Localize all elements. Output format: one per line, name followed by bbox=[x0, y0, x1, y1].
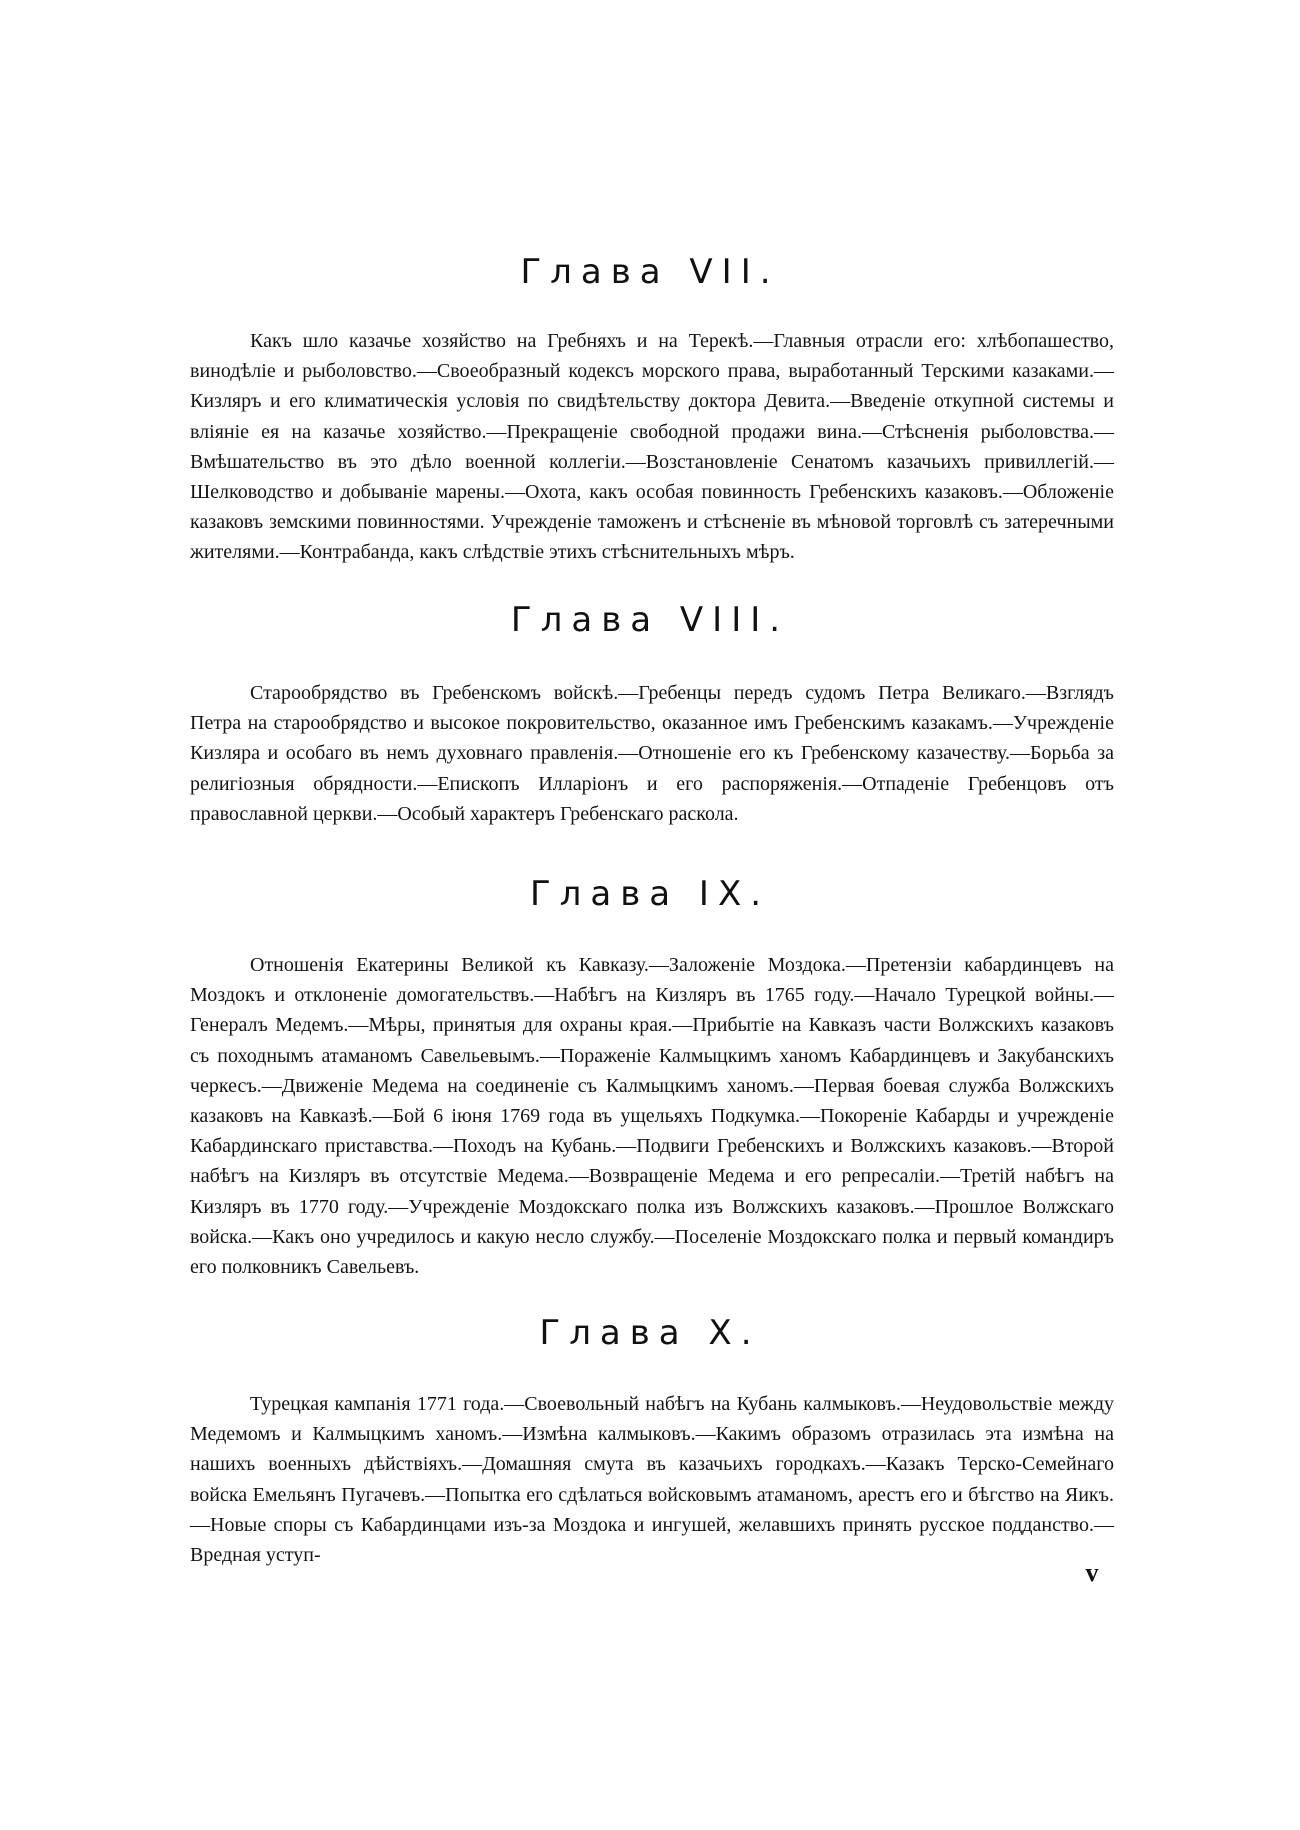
chapter-viii-title: Глава VIII. bbox=[510, 600, 790, 640]
chapter-ix-title: Глава IX. bbox=[529, 874, 771, 914]
chapter-vii-title: Глава VII. bbox=[520, 252, 780, 292]
chapter-x-summary: Турецкая кампанія 1771 года.—Своевольный набѣгъ на Кубань калмыковъ.—Неудовольствіе между Медемомъ и Калмыцкимъ ханомъ.—Измѣна калмыковъ.—Какимъ образомъ отразилась эта измѣна на нашихъ военныхъ дѣйствіяхъ.—Домашняя смута въ казачьихъ городкахъ.—Казакъ Терско-Семейнаго войска Емельянъ Пугачевъ.—Попытка его сдѣлаться войсковымъ атаманомъ, арестъ его и бѣгство на Яикъ.—Новые споры съ Кабардинцами изъ-за Моздока и ингушей, желавшихъ принять русское подданство.—Вредная уступ- bbox=[190, 1393, 1114, 1567]
chapter-x-title: Глава X. bbox=[539, 1313, 761, 1353]
chapter-vii bbox=[0, 252, 1300, 564]
page-signature-mark: v bbox=[1085, 1558, 1099, 1587]
chapter-x bbox=[0, 1313, 1300, 1567]
chapter-ix-summary: Отношенія Екатерины Великой къ Кавказу.—Заложеніе Моздока.—Претензіи кабардинцевъ на Моздокъ и отклоненіе домогательствъ.—Набѣгъ на Кизляръ въ 1765 году.—Начало Турецкой войны.—Генералъ Медемъ.—Мѣры, принятыя для охраны края.—Прибытіе на Кавказъ части Волжскихъ казаковъ съ походнымъ атаманомъ Савельевымъ.—Пораженіе Калмыцкимъ ханомъ Кабардинцевъ и Закубанскихъ черкесъ.—Движеніе Медема на соединеніе съ Калмыцкимъ ханомъ.—Первая боевая служба Волжскихъ казаковъ на Кавказѣ.—Бой 6 іюня 1769 года въ ущельяхъ Подкумка.—Покореніе Кабарды и учрежденіе Кабардинскаго приставства.—Походъ на Кубань.—Подвиги Гребенскихъ и Волжскихъ казаковъ.—Второй набѣгъ на Кизляръ въ отсутствіе Медема.—Возвращеніе Медема и его репресаліи.—Третій набѣгъ на Кизляръ въ 1770 году.—Учрежденіе Моздокскаго полка изъ Волжскихъ казаковъ.—Прошлое Волжскаго войска.—Какъ оно учредилось и какую несло службу.—Поселеніе Моздокскаго полка и первый командиръ его полковникъ Савельевъ. bbox=[190, 954, 1114, 1279]
chapter-ix bbox=[0, 874, 1300, 1279]
chapter-viii-summary: Старообрядство въ Гребенскомъ войскѣ.—Гребенцы передъ судомъ Петра Великаго.—Взглядъ Петра на старообрядство и высокое покровительство, оказанное имъ Гребенскимъ казакамъ.—Учрежденіе Кизляра и особаго въ немъ духовнаго правленія.—Отношеніе его къ Гребенскому казачеству.—Борьба за религіозныя обрядности.—Епископъ Илларіонъ и его распоряженія.—Отпаденіе Гребенцовъ отъ православной церкви.—Особый характеръ Гребенскаго раскола. bbox=[190, 682, 1114, 825]
chapter-vii-summary: Какъ шло казачье хозяйство на Гребняхъ и на Терекѣ.—Главныя отрасли его: хлѣбопашество, винодѣліе и рыболовство.—Своеобразный кодексъ морского права, выработанный Терскими казаками.—Кизляръ и его климатическія условія по свидѣтельству доктора Девита.—Введеніе откупной системы и вліяніе ея на казачье хозяйство.—Прекращеніе свободной продажи вина.—Стѣсненія рыболовства.—Вмѣшательство въ это дѣло военной коллегіи.—Возстановленіе Сенатомъ казачьихъ привиллегій.—Шелководство и добываніе марены.—Охота, какъ особая повинность Гребенскихъ казаковъ.—Обложеніе казаковъ земскими повинностями. Учрежденіе таможенъ и стѣсненіе въ мѣновой торговлѣ съ затеречными жителями.—Контрабанда, какъ слѣдствіе этихъ стѣснительныхъ мѣръ. bbox=[190, 330, 1114, 564]
chapter-viii bbox=[0, 600, 1300, 825]
